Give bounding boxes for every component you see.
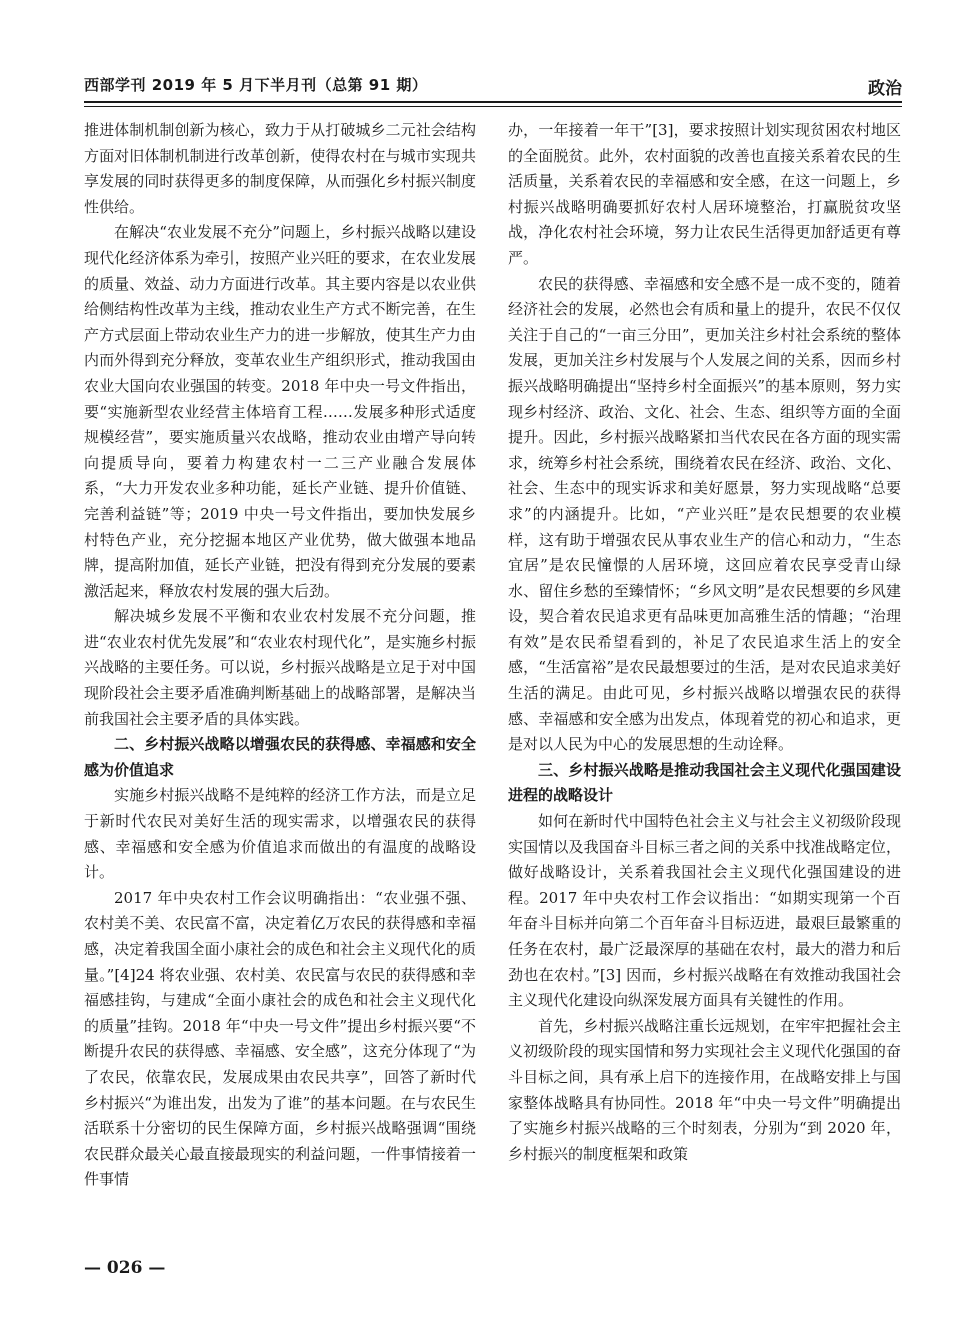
paragraph: 在解决“农业发展不充分”问题上，乡村振兴战略以建设现代化经济体系为牵引，按照产业兴旺的要求，在农业发展的质量、效益、动力方面进行改革。其主要内容是以农业供给侧结构性改革为主线，推动农业生产方式不断完善，在生产方式层面上带动农业生产力的进一步解放，使其生产力由内而外得到充分释放，变革农业生产组织形式，推动我国由农业大国向农业强国的转变。2018 年中央一号文件指出，要“实施新型农业经营主体培育工程……发展多种形式适度规模经营”，要实施质量兴农战略，推动农业由增产导向转向提质导向，要着力构建农村一二三产业融合发展体系，“大力开发农业多种功能，延长产业链、提升价值链、完善利益链”等；2019 中央一号文件指出，要加快发展乡村特色产业，充分挖掘本地区产业优势，做大做强本地品牌，提高附加值，延长产业链，把没有得到充分发展的要素激活起来，释放农村发展的强大后劲。 xyxy=(84,223,476,600)
paragraph: 解决城乡发展不平衡和农业农村发展不充分问题，推进“农业农村优先发展”和“农业农村现代化”，是实施乡村振兴战略的主要任务。可以说，乡村振兴战略是立足于对中国现阶段社会主要矛盾准确判断基础上的战略部署，是解决当前我国社会主要矛盾的具体实践。 xyxy=(84,607,476,728)
paragraph: 推进体制机制创新为核心，致力于从打破城乡二元社会结构方面对旧体制机制进行改革创新，使得农村在与城市实现共享发展的同时获得更多的制度保障，从而强化乡村振兴制度性供给。 xyxy=(84,121,476,216)
header-rule-thin xyxy=(84,106,902,107)
left-column xyxy=(84,118,476,1193)
section-heading: 三、乡村振兴战略是推动我国社会主义现代化强国建设进程的战略设计 xyxy=(508,760,901,805)
section-label: 政治 xyxy=(868,79,902,99)
paragraph: 实施乡村振兴战略不是纯粹的经济工作方法，而是立足于新时代农民对美好生活的现实需求，以增强农民的获得感、幸福感和安全感为价值追求而做出的有温度的战略设计。 xyxy=(84,786,476,882)
paragraph: 首先，乡村振兴战略注重长远规划，在牢牢把握社会主义初级阶段的现实国情和努力实现社会主义现代化强国的奋斗目标之间，具有承上启下的连接作用，在战略安排上与国家整体战略具有协同性。2018 年“中央一号文件”明确提出了实施乡村振兴战略的三个时刻表，分别为“到 2020 年，乡村振兴的制度框架和政策 xyxy=(508,1016,901,1163)
paragraph: 办，一年接着一年干”[3]，要求按照计划实现贫困农村地区的全面脱贫。此外，农村面貌的改善也直接关系着农民的生活质量，关系着农民的幸福感和安全感，在这一问题上，乡村振兴战略明确要抓好农村人居环境整治，打赢脱贫攻坚战，净化农村社会环境，努力让农民生活得更加舒适更有尊严。 xyxy=(508,121,901,267)
right-column xyxy=(508,118,901,1167)
header-rule-thick xyxy=(84,101,902,103)
running-header xyxy=(84,72,902,102)
journal-title: 西部学刊 2019 年 5 月下半月刊（总第 91 期） xyxy=(84,76,428,94)
page-number: — 026 — xyxy=(84,1258,166,1278)
section-heading: 二、乡村振兴战略以增强农民的获得感、幸福感和安全感为价值追求 xyxy=(84,735,476,779)
paragraph: 如何在新时代中国特色社会主义与社会主义初级阶段现实国情以及我国奋斗目标三者之间的关系中找准战略定位，做好战略设计，关系着我国社会主义现代化强国建设的进程。2017 年中央农村工作会议指出：“如期实现第一个百年奋斗目标并向第二个百年奋斗目标迈进，最艰巨最繁重的任务在农村，最广泛最深厚的基础在农村，最大的潜力和后劲也在农村。”[3] 因而，乡村振兴战略在有效推动我国社会主义现代化建设向纵深发展方面具有关键性的作用。 xyxy=(508,812,901,1010)
paragraph: 2017 年中央农村工作会议明确指出：“农业强不强、农村美不美、农民富不富，决定着亿万农民的获得感和幸福感，决定着我国全面小康社会的成色和社会主义现代化的质量。”[4]24 将农业强、农村美、农民富与农民的获得感和幸福感挂钩，与建成“全面小康社会的成色和社会主义现代化的质量”挂钩。2018 年“中央一号文件”提出乡村振兴要“不断提升农民的获得感、幸福感、安全感”，这充分体现了“为了农民，依靠农民，发展成果由农民共享”，回答了新时代乡村振兴“为谁出发，出发为了谁”的基本问题。在与农民生活联系十分密切的民生保障方面，乡村振兴战略强调“围绕农民群众最关心最直接最现实的利益问题，一件事情接着一件事情 xyxy=(84,888,476,1189)
paragraph: 农民的获得感、幸福感和安全感不是一成不变的，随着经济社会的发展，必然也会有质和量上的提升，农民不仅仅关注于自己的“一亩三分田”，更加关注乡村社会系统的整体发展，更加关注乡村发展与个人发展之间的关系，因而乡村振兴战略明确提出“坚持乡村全面振兴”的基本原则，努力实现乡村经济、政治、文化、社会、生态、组织等方面的全面提升。因此，乡村振兴战略紧扣当代农民在各方面的现实需求，统筹乡村社会系统，围绕着农民在经济、政治、文化、社会、生态中的现实诉求和美好愿景，努力实现战略“总要求”的内涵提升。比如，“产业兴旺”是农民想要的农业模样，这有助于增强农民从事农业生产的信心和动力，“生态宜居”是农民憧憬的人居环境，这回应着农民享受青山绿水、留住乡愁的至臻情怀；“乡风文明”是农民想要的乡风建设，契合着农民追求更有品味更加高雅生活的情趣；“治理有效”是农民希望看到的，补足了农民追求生活上的安全感，“生活富裕”是农民最想要过的生活，是对农民追求美好生活的满足。由此可见，乡村振兴战略以增强农民的获得感、幸福感和安全感为出发点，体现着党的初心和追求，更是对以人民为中心的发展思想的生动诠释。 xyxy=(508,274,901,754)
